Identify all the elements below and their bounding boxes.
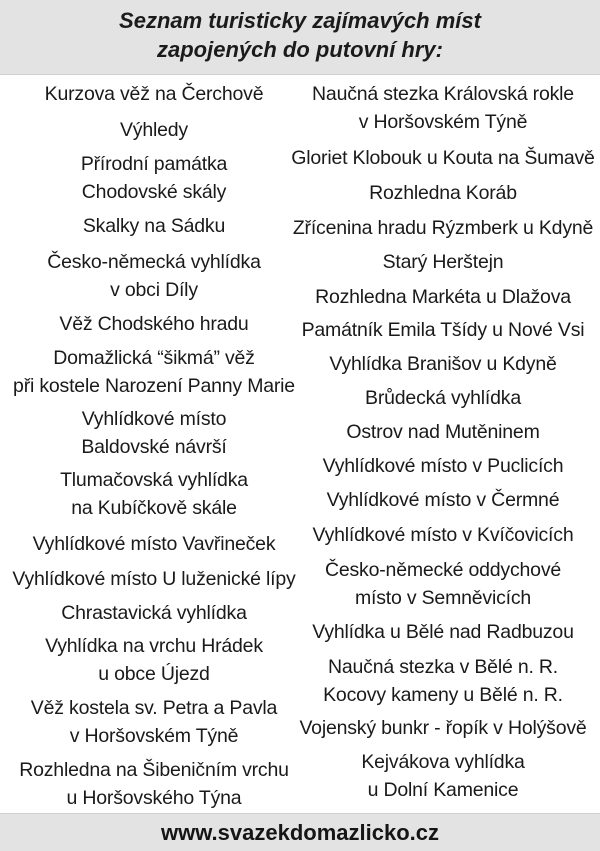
place-item [0,565,308,593]
place-line: v Horšovském Týně [69,725,239,747]
place-line: Česko-německé oddychové [324,559,562,581]
place-line: Tlumačovská vyhlídka [60,469,248,491]
place-line: Vyhlídka u Bělé nad Radbuzou [312,621,574,643]
place-item [0,530,308,558]
place-line: Výhledy [120,119,188,141]
place-line: místo v Semněvicích [354,587,532,609]
place-item [0,80,308,108]
places-list [0,80,600,820]
place-item [286,316,600,344]
place-line: Vyhlídkové místo v Kvíčovicích [312,524,574,546]
place-item [0,212,308,240]
place-item [286,418,600,446]
place-item [286,144,600,172]
place-item [286,486,600,514]
place-line: Gloriet Klobouk u Kouta na Šumavě [291,147,595,169]
place-item [286,714,600,742]
place-line: Starý Herštejn [382,251,504,273]
place-line: Chrastavická vyhlídka [61,602,247,624]
place-line: v Horšovském Týně [358,111,528,133]
place-line: Chodovské skály [81,181,227,203]
place-line: Vyhlídkové místo v Čermné [326,489,560,511]
place-item [286,748,600,804]
footer-banner [0,813,600,851]
place-line: na Kubíčkově skále [71,497,237,519]
place-line: Rozhledna Koráb [369,182,517,204]
place-line: Naučná stezka Královská rokle [312,83,574,105]
place-item [286,80,600,136]
place-line: Vyhlídkové místo v Puclicích [322,455,564,477]
place-item [286,248,600,276]
place-line: Domažlická “šikmá” věž [53,347,255,369]
place-line: u Dolní Kamenice [367,779,519,801]
place-item [286,653,600,709]
place-line: Kurzova věž na Čerchově [44,83,264,105]
place-line: Památník Emila Tšídy u Nové Vsi [301,319,585,341]
place-item [0,694,308,750]
place-line: Brůdecká vyhlídka [365,387,521,409]
place-line: při kostele Narození Panny Marie [13,375,295,397]
place-line: Česko-německá vyhlídka [47,251,261,273]
place-line: u Horšovského Týna [66,787,242,809]
place-line: Ostrov nad Mutěninem [346,421,540,443]
place-line: u obce Újezd [98,663,210,685]
place-item [286,452,600,480]
place-line: Skalky na Sádku [82,215,226,237]
place-item [0,310,308,338]
place-line: v obci Díly [110,279,198,301]
place-line: Vyhlídka Branišov u Kdyně [329,353,557,375]
place-line: Věž kostela sv. Petra a Pavla [30,697,278,719]
place-item [0,344,308,400]
place-line: Kocovy kameny u Bělé n. R. [323,684,563,706]
place-line: Vyhlídkové místo Vavřineček [32,533,276,555]
website-url: www.svazekdomazlicko.cz [161,820,439,845]
place-item [0,405,308,461]
place-item [0,116,308,144]
place-item [0,632,308,688]
place-line: Vyhlídkové místo [81,408,227,430]
right-column [286,80,600,820]
title-banner [0,0,600,75]
place-line: Věž Chodského hradu [59,313,249,335]
place-item [286,384,600,412]
place-item [286,556,600,612]
title-line-1: Seznam turisticky zajímavých míst [119,8,481,33]
place-item [0,150,308,206]
left-column [0,80,308,820]
place-item [286,618,600,646]
place-item [286,179,600,207]
place-item [286,283,600,311]
place-item [0,466,308,522]
title-line-2: zapojených do putovní hry: [156,37,443,62]
place-line: Baldovské návrší [81,436,227,458]
place-line: Vojenský bunkr - řopík v Holýšově [299,717,587,739]
place-item [0,756,308,812]
place-item [0,599,308,627]
place-line: Přírodní památka [80,153,228,175]
place-line: Rozhledna na Šibeničním vrchu [19,759,289,781]
place-item [286,521,600,549]
place-item [286,214,600,242]
place-line: Vyhlídkové místo U luženické lípy [12,568,296,590]
place-line: Vyhlídka na vrchu Hrádek [45,635,263,657]
place-line: Naučná stezka v Bělé n. R. [328,656,558,678]
place-item [0,248,308,304]
place-line: Kejvákova vyhlídka [361,751,525,773]
place-line: Rozhledna Markéta u Dlažova [315,286,571,308]
place-item [286,350,600,378]
place-line: Zřícenina hradu Rýzmberk u Kdyně [292,217,594,239]
